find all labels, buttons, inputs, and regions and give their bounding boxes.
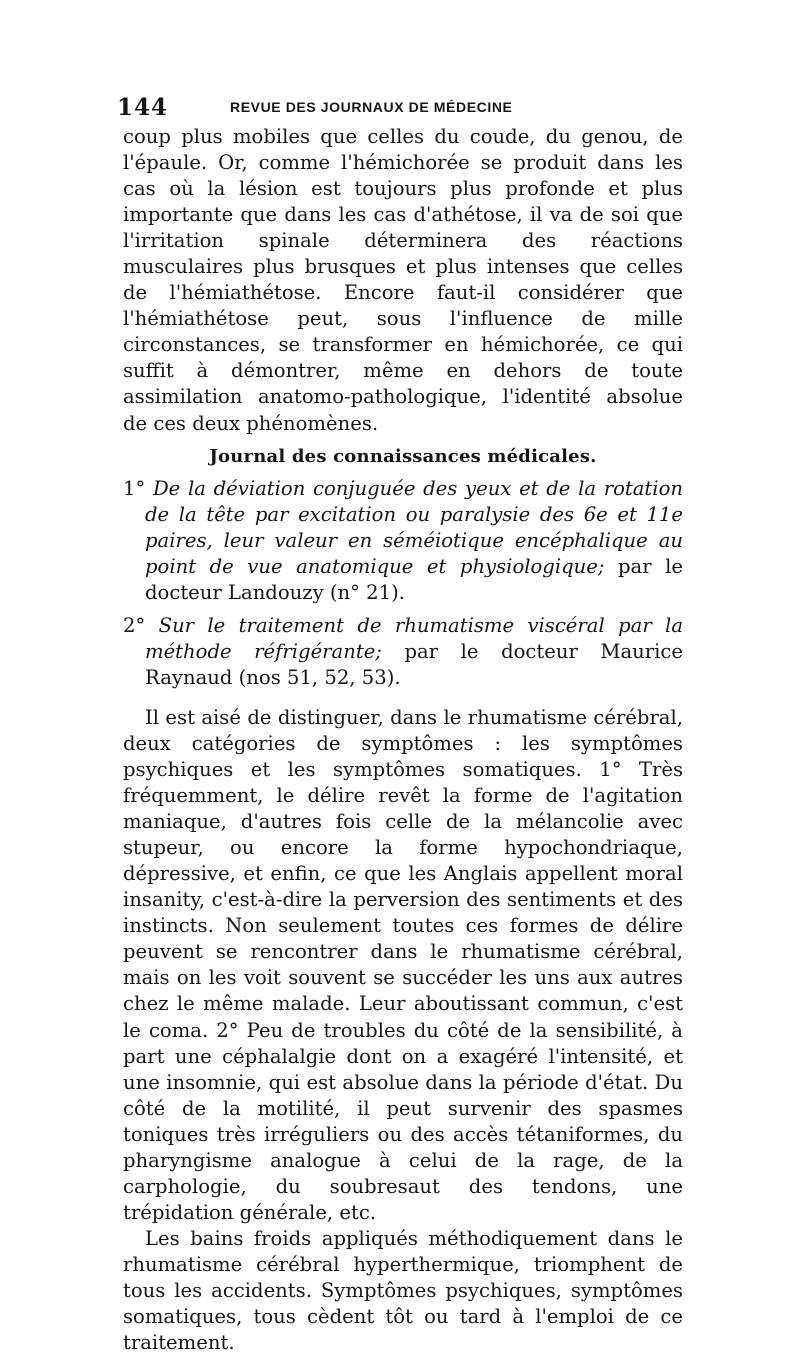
entry-number: 2° [123,613,146,637]
article-entry-2 [123,613,683,691]
page-number: 144 [117,94,169,121]
body-paragraph: Il est aisé de distinguer, dans le rhumatisme cérébral, deux catégories de symptômes : les symptômes psychiques et les symptômes somatiques. 1° Très fréquemment, le délire revêt la forme de l'agitation maniaque, d'autres fois celle de la mélancolie avec stupeur, ou encore la forme hypochondriaque, dépressive, et enfin, ce que les Anglais appellent moral insanity, c'est-à-dire la perversion des sentiments et des instincts. Non seulement toutes ces formes de délire peuvent se rencontrer dans le rhumatisme cérébral, mais on les voit souvent se succéder les uns aux autres chez le même malade. Leur aboutissant commun, c'est le coma. 2° Peu de troubles du côté de la sensibilité, à part une céphalalgie dont on a exagéré l'intensité, et une insomnie, qui est absolue dans la période d'état. Du côté de la motilité, il peut survenir des spasmes toniques très irréguliers ou des accès tétaniformes, du pharyngisme analogue à celui de la rage, de la carphologie, du soubresaut des tendons, une trépidation générale, etc. [123,705,683,1224]
running-head [117,94,683,122]
body-paragraph: Les bains froids appliqués méthodiquement dans le rhumatisme cérébral hyperthermique, triomphent de tous les accidents. Symptômes psychiques, symptômes somatiques, tous cèdent tôt ou tard à l'emploi de ce traitement. [123,1226,683,1355]
entry-title: De la déviation conjuguée des yeux et de la rotation de la tête par excitation ou paralysie des 6e et 11e paires, leur valeur en séméiotique encéphalique au point de vue anatomique et physiologique; [145,476,683,578]
entry-number: 1° [123,476,146,500]
book-page [117,94,683,1356]
entry-author: par le docteur Landouzy (n° 21). [145,554,683,604]
opening-paragraph: coup plus mobiles que celles du coude, du genou, de l'épaule. Or, comme l'hémichorée se produit dans les cas où la lésion est toujours plus profonde et plus importante que dans les cas d'athétose, il va de soi que l'irritation spinale déterminera des réactions musculaires plus brusques et plus intenses que celles de l'hémiathétose. Encore faut-il considérer que l'hémiathétose peut, sous l'influence de mille circonstances, se transformer en hémichorée, ce qui suffit à démontrer, même en dehors de toute assimilation anatomo-pathologique, l'identité absolue de ces deux phénomènes. [123,125,683,435]
entry-author: par le docteur Maurice Raynaud (nos 51, 52, 53). [145,639,683,689]
article-entry-1 [123,476,683,606]
running-title: REVUE DES JOURNAUX DE MÉDECINE [230,99,513,115]
section-heading: Journal des connaissances médicales. [209,445,597,467]
entry-title: Sur le traitement de rhumatisme viscéral par la méthode réfrigérante; [145,613,683,663]
